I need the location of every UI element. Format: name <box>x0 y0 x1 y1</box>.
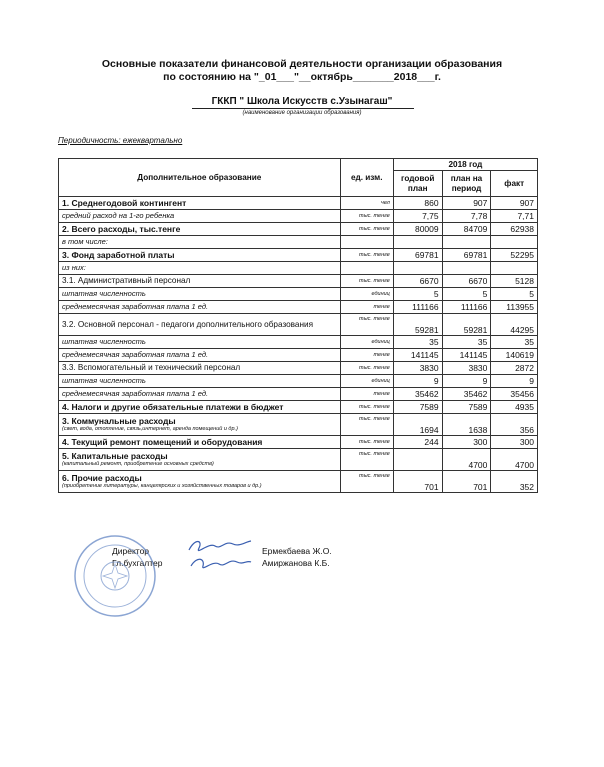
row-unit: тыс. тенге <box>340 314 393 336</box>
row-unit: тыс. тенге <box>340 362 393 375</box>
row-fact <box>491 262 538 275</box>
row-name-cell <box>59 375 341 388</box>
row-unit: тыс. тенге <box>340 436 393 449</box>
column-header-year: 2018 год <box>393 159 537 171</box>
row-fact: 62938 <box>491 223 538 236</box>
table-row <box>59 223 538 236</box>
row-plan-year: 5 <box>393 288 442 301</box>
row-fact: 35456 <box>491 388 538 401</box>
row-name-cell <box>59 388 341 401</box>
row-plan-year: 80009 <box>393 223 442 236</box>
row-name-cell <box>59 288 341 301</box>
row-plan-year: 3830 <box>393 362 442 375</box>
director-name: Ермекбаева Ж.О. <box>262 546 332 556</box>
row-fact: 4700 <box>491 449 538 471</box>
accountant-name: Амиржанова К.Б. <box>262 558 330 568</box>
row-unit: тыс. тенге <box>340 471 393 493</box>
table-row <box>59 249 538 262</box>
row-plan-year: 59281 <box>393 314 442 336</box>
table-row <box>59 301 538 314</box>
row-plan-period: 69781 <box>442 249 491 262</box>
row-fact: 113955 <box>491 301 538 314</box>
column-header-name: Дополнительное образование <box>59 159 341 197</box>
organization-underline <box>192 108 414 109</box>
document-date-line: по состоянию на "_01___"__октябрь_______2018___г. <box>163 71 441 83</box>
accountant-title: Гл.бухгалтер <box>112 558 163 568</box>
periodicity-label: Периодичность: ежеквартально <box>58 136 183 145</box>
row-name: 2. Всего расходы, тыс.тенге <box>62 224 181 234</box>
row-fact: 35 <box>491 336 538 349</box>
row-plan-year: 111166 <box>393 301 442 314</box>
row-unit: тыс. тенге <box>340 210 393 223</box>
row-name: среднемесячная заработная плата 1 ед. <box>62 350 209 359</box>
row-plan-period: 3830 <box>442 362 491 375</box>
row-fact: 7,71 <box>491 210 538 223</box>
signature-marks <box>185 536 255 574</box>
row-unit: тыс. тенге <box>340 275 393 288</box>
row-plan-year: 1694 <box>393 414 442 436</box>
row-fact: 52295 <box>491 249 538 262</box>
row-name: среднемесячная заработная плата 1 ед. <box>62 302 209 311</box>
table-row <box>59 362 538 375</box>
row-plan-period: 9 <box>442 375 491 388</box>
row-fact: 5 <box>491 288 538 301</box>
row-fact: 9 <box>491 375 538 388</box>
row-plan-period: 701 <box>442 471 491 493</box>
organization-stamp <box>72 533 158 619</box>
row-fact: 300 <box>491 436 538 449</box>
row-plan-period: 4700 <box>442 449 491 471</box>
table-row <box>59 414 538 436</box>
row-name-cell <box>59 275 341 288</box>
row-plan-period: 111166 <box>442 301 491 314</box>
row-plan-period: 141145 <box>442 349 491 362</box>
row-plan-period: 35 <box>442 336 491 349</box>
row-name-cell <box>59 349 341 362</box>
row-plan-period: 35462 <box>442 388 491 401</box>
row-plan-year: 244 <box>393 436 442 449</box>
row-fact <box>491 236 538 249</box>
table-row <box>59 262 538 275</box>
row-name: 1. Среднегодовой контингент <box>62 198 187 208</box>
row-name: 4. Текущий ремонт помещений и оборудования <box>62 437 263 447</box>
row-plan-period: 5 <box>442 288 491 301</box>
table-row <box>59 197 538 210</box>
row-name: 4. Налоги и другие обязательные платежи в бюджет <box>62 402 284 412</box>
row-unit: тенге <box>340 349 393 362</box>
table-row <box>59 471 538 493</box>
row-fact: 5128 <box>491 275 538 288</box>
row-unit: тыс. тенге <box>340 223 393 236</box>
row-name-cell <box>59 471 341 493</box>
row-plan-period <box>442 262 491 275</box>
row-unit: тенге <box>340 388 393 401</box>
director-title: Директор <box>112 546 150 556</box>
row-name-cell <box>59 210 341 223</box>
row-name: штатная численность <box>62 289 146 298</box>
row-name: 3. Коммунальные расходы <box>62 416 176 426</box>
row-plan-period: 6670 <box>442 275 491 288</box>
row-name: 6. Прочие расходы <box>62 473 142 483</box>
row-unit: единиц <box>340 336 393 349</box>
row-plan-period: 59281 <box>442 314 491 336</box>
row-name-cell <box>59 223 341 236</box>
row-fact: 352 <box>491 471 538 493</box>
table-row <box>59 436 538 449</box>
row-plan-period: 907 <box>442 197 491 210</box>
row-name-cell <box>59 197 341 210</box>
row-name: в том числе: <box>62 237 108 246</box>
row-plan-period <box>442 236 491 249</box>
row-unit: единиц <box>340 288 393 301</box>
row-fact: 44295 <box>491 314 538 336</box>
row-name-cell <box>59 336 341 349</box>
row-name: 3.1. Административный персонал <box>62 276 191 285</box>
table-row <box>59 314 538 336</box>
row-name: штатная численность <box>62 376 146 385</box>
row-plan-year: 35 <box>393 336 442 349</box>
row-unit: единиц <box>340 375 393 388</box>
row-plan-year: 9 <box>393 375 442 388</box>
table-row <box>59 210 538 223</box>
table-row <box>59 288 538 301</box>
row-plan-year: 141145 <box>393 349 442 362</box>
row-name: среднемесячная заработная плата 1 ед. <box>62 389 209 398</box>
row-unit: тыс. тенге <box>340 249 393 262</box>
row-fact: 2872 <box>491 362 538 375</box>
document-title: Основные показатели финансовой деятельности организации образования <box>101 58 503 70</box>
row-name: из них: <box>62 263 86 272</box>
row-name-cell <box>59 362 341 375</box>
row-name-cell <box>59 249 341 262</box>
row-unit: чел <box>340 197 393 210</box>
row-name-cell <box>59 262 341 275</box>
row-name-cell <box>59 314 341 336</box>
table-row <box>59 375 538 388</box>
column-header-plan-period: план на период <box>442 171 491 197</box>
row-name: 3. Фонд заработной платы <box>62 250 175 260</box>
row-plan-year <box>393 236 442 249</box>
row-name-cell <box>59 436 341 449</box>
row-plan-year: 35462 <box>393 388 442 401</box>
row-name: 3.3. Вспомогательный и технический персонал <box>62 363 241 372</box>
row-unit: тенге <box>340 301 393 314</box>
row-plan-period: 7,78 <box>442 210 491 223</box>
row-name-cell <box>59 236 341 249</box>
table-row <box>59 275 538 288</box>
table-row <box>59 449 538 471</box>
table-row <box>59 349 538 362</box>
row-plan-year: 7,75 <box>393 210 442 223</box>
row-subtitle: (свет, вода, отопление, связь,интернет, аренда помещений и др.) <box>62 426 238 432</box>
table-row <box>59 336 538 349</box>
row-fact: 4935 <box>491 401 538 414</box>
row-plan-period: 84709 <box>442 223 491 236</box>
row-name: 3.2. Основной персонал - педагоги дополнительного образования <box>62 319 313 329</box>
row-plan-year: 7589 <box>393 401 442 414</box>
row-unit: тыс. тенге <box>340 414 393 436</box>
row-unit: тыс. тенге <box>340 401 393 414</box>
table-row <box>59 388 538 401</box>
row-plan-year <box>393 262 442 275</box>
row-name: 5. Капитальные расходы <box>62 451 168 461</box>
table-row <box>59 401 538 414</box>
row-fact: 907 <box>491 197 538 210</box>
row-fact: 140619 <box>491 349 538 362</box>
row-plan-year: 69781 <box>393 249 442 262</box>
row-name: штатная численность <box>62 337 146 346</box>
column-header-unit: ед. изм. <box>340 159 393 197</box>
row-unit <box>340 262 393 275</box>
row-name-cell <box>59 301 341 314</box>
financial-indicators-table <box>58 158 538 493</box>
row-plan-period: 1638 <box>442 414 491 436</box>
column-header-plan-year: годовой план <box>393 171 442 197</box>
row-name-cell <box>59 401 341 414</box>
organization-caption: (наименование организации образования) <box>242 110 362 116</box>
row-plan-year <box>393 449 442 471</box>
row-name-cell <box>59 414 341 436</box>
column-header-fact: факт <box>491 171 538 197</box>
row-name-cell <box>59 449 341 471</box>
row-plan-period: 300 <box>442 436 491 449</box>
row-unit: тыс. тенге <box>340 449 393 471</box>
row-plan-year: 701 <box>393 471 442 493</box>
table-row <box>59 236 538 249</box>
row-subtitle: (капитальный ремонт, приобретение основных средств) <box>62 461 214 467</box>
row-plan-period: 7589 <box>442 401 491 414</box>
row-plan-year: 6670 <box>393 275 442 288</box>
row-unit <box>340 236 393 249</box>
row-fact: 356 <box>491 414 538 436</box>
row-subtitle: (приобретение литературы, канцелярских и хозяйственных товаров и др.) <box>62 483 262 489</box>
row-plan-year: 860 <box>393 197 442 210</box>
row-name: средний расход на 1-го ребенка <box>62 211 175 220</box>
organization-name: ГККП " Школа Искусств с.Узынагаш" <box>211 96 393 107</box>
